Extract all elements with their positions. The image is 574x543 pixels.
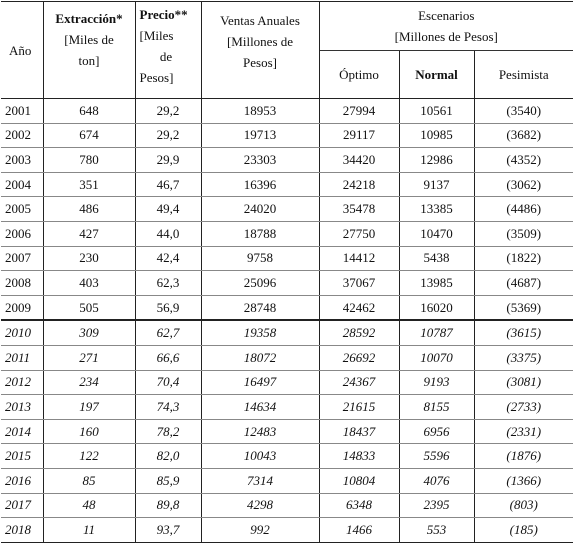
optimo-cell: 28592 xyxy=(319,320,399,345)
price-cell: 44,0 xyxy=(135,221,201,246)
scenarios-header xyxy=(319,2,573,51)
year-cell: 2011 xyxy=(1,345,43,370)
sales-cell: 18788 xyxy=(201,221,319,246)
extraction-cell: 427 xyxy=(43,221,135,246)
sales-cell: 10043 xyxy=(201,444,319,469)
normal-cell: 10561 xyxy=(399,99,474,124)
pesimista-cell: (1366) xyxy=(474,468,573,493)
pesimista-cell: (803) xyxy=(474,493,573,518)
price-header-unit-1: [Miles xyxy=(139,28,174,43)
price-cell: 42,4 xyxy=(135,246,201,271)
table-row xyxy=(1,395,573,420)
pesimista-cell: (3375) xyxy=(474,345,573,370)
extraction-header-unit-1: [Miles de xyxy=(64,32,114,47)
table-body xyxy=(1,99,573,543)
sales-cell: 18953 xyxy=(201,99,319,124)
optimo-cell: 14412 xyxy=(319,246,399,271)
extraction-cell: 674 xyxy=(43,123,135,148)
normal-cell: 12986 xyxy=(399,148,474,173)
extraction-cell: 351 xyxy=(43,172,135,197)
sales-cell: 16497 xyxy=(201,370,319,395)
scenarios-header-unit: [Millones de Pesos] xyxy=(394,29,498,44)
price-cell: 29,9 xyxy=(135,148,201,173)
year-cell: 2004 xyxy=(1,172,43,197)
sales-cell: 18072 xyxy=(201,345,319,370)
optimo-cell: 26692 xyxy=(319,345,399,370)
year-cell: 2009 xyxy=(1,295,43,320)
normal-cell: 10985 xyxy=(399,123,474,148)
extraction-cell: 780 xyxy=(43,148,135,173)
optimo-cell: 14833 xyxy=(319,444,399,469)
normal-cell: 4076 xyxy=(399,468,474,493)
extraction-cell: 271 xyxy=(43,345,135,370)
price-cell: 29,2 xyxy=(135,123,201,148)
price-header-unit-2: de xyxy=(159,49,173,64)
normal-header: Normal xyxy=(399,51,474,99)
price-cell: 82,0 xyxy=(135,444,201,469)
extraction-header-title: Extracción* xyxy=(55,11,123,26)
extraction-header-unit-2: ton] xyxy=(78,53,100,68)
table-row xyxy=(1,444,573,469)
sales-cell: 16396 xyxy=(201,172,319,197)
year-cell: 2017 xyxy=(1,493,43,518)
optimo-cell: 10804 xyxy=(319,468,399,493)
year-cell: 2008 xyxy=(1,271,43,296)
optimo-cell: 24218 xyxy=(319,172,399,197)
extraction-cell: 197 xyxy=(43,395,135,420)
production-sales-table xyxy=(1,1,573,543)
normal-cell: 2395 xyxy=(399,493,474,518)
extraction-cell: 230 xyxy=(43,246,135,271)
optimo-cell: 37067 xyxy=(319,271,399,296)
year-header: Año xyxy=(1,2,43,99)
year-cell: 2014 xyxy=(1,419,43,444)
extraction-cell: 11 xyxy=(43,518,135,543)
pesimista-cell: (2733) xyxy=(474,395,573,420)
price-cell: 89,8 xyxy=(135,493,201,518)
price-cell: 56,9 xyxy=(135,295,201,320)
sales-cell: 23303 xyxy=(201,148,319,173)
table-row xyxy=(1,468,573,493)
scenarios-header-title: Escenarios xyxy=(418,8,475,23)
normal-cell: 8155 xyxy=(399,395,474,420)
price-cell: 70,4 xyxy=(135,370,201,395)
pesimista-cell: (3615) xyxy=(474,320,573,345)
extraction-cell: 403 xyxy=(43,271,135,296)
year-cell: 2012 xyxy=(1,370,43,395)
sales-cell: 14634 xyxy=(201,395,319,420)
normal-cell: 10070 xyxy=(399,345,474,370)
extraction-cell: 505 xyxy=(43,295,135,320)
optimo-cell: 27750 xyxy=(319,221,399,246)
normal-cell: 10470 xyxy=(399,221,474,246)
sales-header xyxy=(201,2,319,99)
table-row xyxy=(1,370,573,395)
year-cell: 2002 xyxy=(1,123,43,148)
pesimista-cell: (3540) xyxy=(474,99,573,124)
extraction-cell: 648 xyxy=(43,99,135,124)
extraction-cell: 48 xyxy=(43,493,135,518)
sales-header-unit-1: [Millones de xyxy=(226,34,294,49)
year-cell: 2013 xyxy=(1,395,43,420)
extraction-header xyxy=(43,2,135,99)
extraction-cell: 486 xyxy=(43,197,135,222)
optimo-header: Óptimo xyxy=(319,51,399,99)
sales-cell: 4298 xyxy=(201,493,319,518)
pesimista-cell: (1822) xyxy=(474,246,573,271)
optimo-cell: 18437 xyxy=(319,419,399,444)
optimo-cell: 34420 xyxy=(319,148,399,173)
extraction-cell: 309 xyxy=(43,320,135,345)
normal-cell: 5438 xyxy=(399,246,474,271)
table-row xyxy=(1,295,573,320)
normal-cell: 5596 xyxy=(399,444,474,469)
pesimista-cell: (185) xyxy=(474,518,573,543)
sales-cell: 7314 xyxy=(201,468,319,493)
optimo-cell: 24367 xyxy=(319,370,399,395)
year-cell: 2006 xyxy=(1,221,43,246)
table-header xyxy=(1,2,573,99)
normal-cell: 9193 xyxy=(399,370,474,395)
table-row xyxy=(1,221,573,246)
pesimista-cell: (4687) xyxy=(474,271,573,296)
year-cell: 2016 xyxy=(1,468,43,493)
table-row xyxy=(1,123,573,148)
table-row xyxy=(1,419,573,444)
year-cell: 2007 xyxy=(1,246,43,271)
year-cell: 2005 xyxy=(1,197,43,222)
sales-header-unit-2: Pesos] xyxy=(243,55,277,70)
price-cell: 85,9 xyxy=(135,468,201,493)
table-row xyxy=(1,320,573,345)
sales-cell: 9758 xyxy=(201,246,319,271)
sales-cell: 24020 xyxy=(201,197,319,222)
sales-cell: 992 xyxy=(201,518,319,543)
pesimista-cell: (3682) xyxy=(474,123,573,148)
extraction-cell: 85 xyxy=(43,468,135,493)
price-header-title: Precio** xyxy=(139,7,188,22)
normal-cell: 10787 xyxy=(399,320,474,345)
price-cell: 74,3 xyxy=(135,395,201,420)
year-cell: 2001 xyxy=(1,99,43,124)
optimo-cell: 21615 xyxy=(319,395,399,420)
optimo-cell: 1466 xyxy=(319,518,399,543)
normal-cell: 13385 xyxy=(399,197,474,222)
sales-cell: 19713 xyxy=(201,123,319,148)
normal-cell: 6956 xyxy=(399,419,474,444)
normal-cell: 9137 xyxy=(399,172,474,197)
table-row xyxy=(1,271,573,296)
pesimista-cell: (4352) xyxy=(474,148,573,173)
pesimista-cell: (3062) xyxy=(474,172,573,197)
normal-cell: 16020 xyxy=(399,295,474,320)
pesimista-cell: (3081) xyxy=(474,370,573,395)
price-header-unit-3: Pesos] xyxy=(139,70,174,85)
price-cell: 49,4 xyxy=(135,197,201,222)
sales-cell: 28748 xyxy=(201,295,319,320)
pesimista-cell: (3509) xyxy=(474,221,573,246)
sales-header-title: Ventas Anuales xyxy=(220,13,300,28)
extraction-cell: 122 xyxy=(43,444,135,469)
pesimista-header: Pesimista xyxy=(474,51,573,99)
price-cell: 66,6 xyxy=(135,345,201,370)
optimo-cell: 42462 xyxy=(319,295,399,320)
price-cell: 29,2 xyxy=(135,99,201,124)
table-row xyxy=(1,197,573,222)
table-row xyxy=(1,172,573,197)
price-cell: 93,7 xyxy=(135,518,201,543)
pesimista-cell: (1876) xyxy=(474,444,573,469)
sales-cell: 25096 xyxy=(201,271,319,296)
normal-cell: 13985 xyxy=(399,271,474,296)
pesimista-cell: (4486) xyxy=(474,197,573,222)
optimo-cell: 29117 xyxy=(319,123,399,148)
table-row xyxy=(1,518,573,543)
table-row xyxy=(1,493,573,518)
extraction-cell: 160 xyxy=(43,419,135,444)
table-row xyxy=(1,246,573,271)
table-row xyxy=(1,148,573,173)
price-cell: 62,7 xyxy=(135,320,201,345)
year-cell: 2015 xyxy=(1,444,43,469)
pesimista-cell: (5369) xyxy=(474,295,573,320)
price-header xyxy=(135,2,201,99)
price-cell: 78,2 xyxy=(135,419,201,444)
pesimista-cell: (2331) xyxy=(474,419,573,444)
sales-cell: 19358 xyxy=(201,320,319,345)
table-row xyxy=(1,99,573,124)
price-cell: 62,3 xyxy=(135,271,201,296)
normal-cell: 553 xyxy=(399,518,474,543)
price-cell: 46,7 xyxy=(135,172,201,197)
table-row xyxy=(1,345,573,370)
year-cell: 2018 xyxy=(1,518,43,543)
optimo-cell: 35478 xyxy=(319,197,399,222)
year-cell: 2010 xyxy=(1,320,43,345)
sales-cell: 12483 xyxy=(201,419,319,444)
optimo-cell: 27994 xyxy=(319,99,399,124)
optimo-cell: 6348 xyxy=(319,493,399,518)
year-cell: 2003 xyxy=(1,148,43,173)
extraction-cell: 234 xyxy=(43,370,135,395)
